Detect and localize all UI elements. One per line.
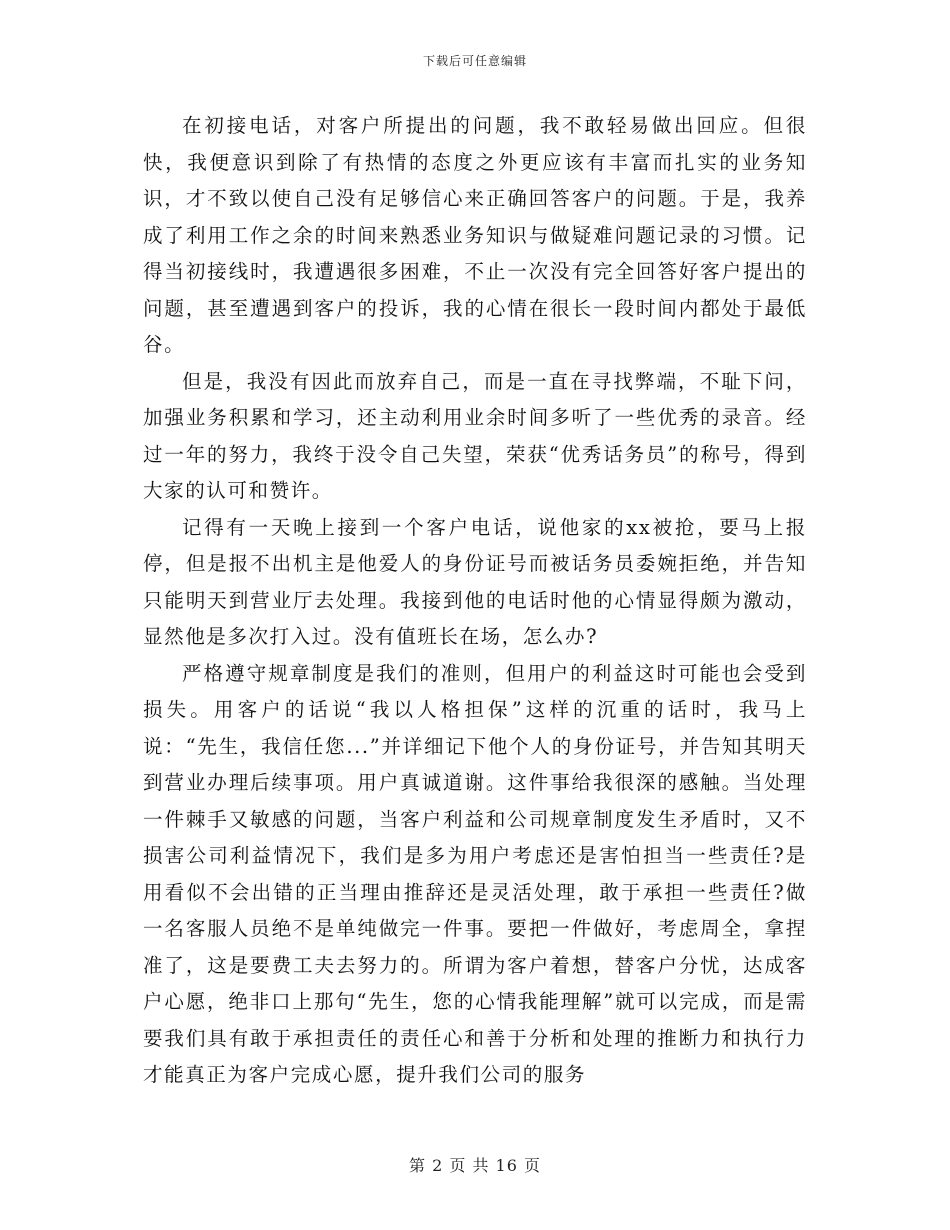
paragraph-1: 在初接电话，对客户所提出的问题，我不敢轻易做出回应。但很快，我便意识到除了有热情的态度之外更应该有丰富而扎实的业务知识，才不致以使自己没有足够信心来正确回答客户的问题。于是，我养成了利用工作之余的时间来熟悉业务知识与做疑难问题记录的习惯。记得当初接线时，我遭遇很多困难，不止一次没有完全回答好客户提出的问题，甚至遭遇到客户的投诉，我的心情在很长一段时间内都处于最低谷。 <box>143 114 807 356</box>
document-body <box>143 108 807 1094</box>
paragraph-3: 记得有一天晚上接到一个客户电话，说他家的xx被抢，要马上报停，但是报不出机主是他爱人的身份证号而被话务员委婉拒绝，并告知只能明天到营业厅去处理。我接到他的电话时他的心情显得颇为激动，显然他是多次打入过。没有值班长在场，怎么办? <box>143 515 807 648</box>
page-header: 下载后可任意编辑 <box>422 54 527 68</box>
paragraph-2: 但是，我没有因此而放弃自己，而是一直在寻找弊端，不耻下问，加强业务积累和学习，还主动利用业余时间多听了一些优秀的录音。经过一年的努力，我终于没令自己失望，荣获“优秀话务员”的称号，得到大家的认可和赞许。 <box>143 369 807 502</box>
paragraph-4: 严格遵守规章制度是我们的准则，但用户的利益这时可能也会受到损失。用客户的话说“我以人格担保”这样的沉重的话时，我马上说：“先生，我信任您...”并详细记下他个人的身份证号，并告知其明天到营业办理后续事项。用户真诚道谢。这件事给我很深的感触。当处理一件棘手又敏感的问题，当客户利益和公司规章制度发生矛盾时，又不损害公司利益情况下，我们是多为用户考虑还是害怕担当一些责任?是用看似不会出错的正当理由推辞还是灵活处理，敢于承担一些责任?做一名客服人员绝不是单纯做完一件事。要把一件做好，考虑周全，拿捏准了，这是要费工夫去努力的。所谓为客户着想，替客户分忧，达成客户心愿，绝非口上那句“先生，您的心情我能理解”就可以完成，而是需要我们具有敢于承担责任的责任心和善于分析和处理的推断力和执行力才能真正为客户完成心愿，提升我们公司的服务 <box>143 661 807 1086</box>
page-number-footer: 第 2 页 共 16 页 <box>409 1156 541 1175</box>
